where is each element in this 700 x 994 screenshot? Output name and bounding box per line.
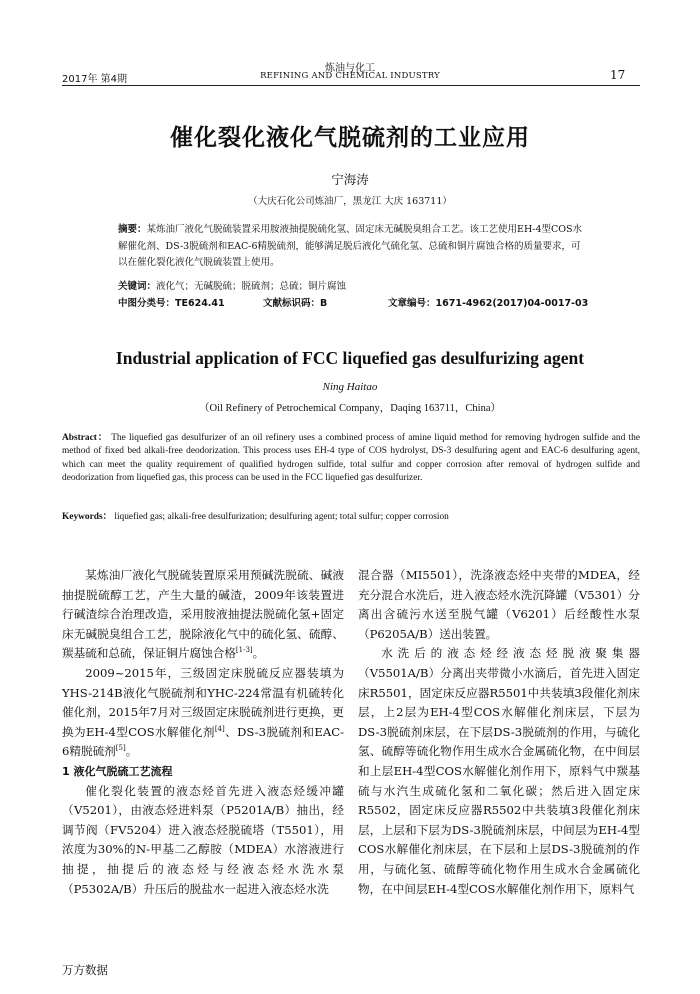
keywords-en-label: Keywords： [62,512,112,522]
body-column-right [358,566,640,899]
abstract-en-text: The liquefied gas desulfurizer of an oil refinery uses a combined process of amine liquid method for removing hydrogen sulfide and the method of fixed bed alkali-free deodorization. This process uses EH-4 type of COS hydrolyst, DS-3 desulfuring agent and EAC-6 desulfuring agent, which can meet the quality requirement of qualified hydrogen sulfide, total sulfur and copper corrosion after removal of hydrogen sulfide and deodorization from liquefied gas, this process can be used in the FCC liquefied gas desulfurizer. [62,433,640,483]
keywords-en-text: liquefied gas; alkali-free desulfurization; desulfuring agent; total sulfur; copper corrosion [114,512,449,522]
author-en: Ning Haitao [322,381,378,393]
keywords-cn [118,279,588,296]
keywords-cn-text: 液化气；无碱脱硫；脱硫剂；总硫；铜片腐蚀 [156,281,347,292]
body-paragraph: 某炼油厂液化气脱硫装置原采用预碱洗脱硫、碱液抽提脱硫醇工艺，产生大量的碱渣，2009年该装置进行碱渣综合治理改造，采用胺液抽提法脱硫化氢+固定床无碱脱臭组合工艺，脱除液化气中的硫化氢、硫醇、羰基硫和总硫，保证铜片腐蚀合格[1-3]。 [62,568,344,661]
clc-number: 中图分类号：TE624.41 [118,298,225,309]
header-rule [62,85,640,86]
affiliation-cn: （大庆石化公司炼油厂，黑龙江 大庆 163711） [248,196,452,207]
body-paragraph: 水洗后的液态烃经液态烃脱液聚集器（V5501A/B）分离出夹带微小水滴后，首先进入固定床R5501，固定床反应器R5501中共装填3段催化剂床层，上2层为EH-4型COS水解催化剂床层，下层为DS-3脱硫剂床层，在下层DS-3脱硫剂的作用，与硫化氢、硫醇等硫化物作用生成水合金属硫化物，在中间层和上层EH-4型COS水解催化剂作用下，原料气中羰基硫与水汽生成硫化氢和二氧化碳；然后进入固定床R5502，固定床反应器R5502中共装填3段催化剂床层，上层和下层为DS-3脱硫剂床层，中间层为EH-4型COS水解催化剂床层，在下层和上层DS-3脱硫剂的作用，与硫化氢、硫醇等硫化物作用生成水合金属硫化物，在中间层EH-4型COS水解催化剂作用下，原料气 [358,646,640,896]
footer-watermark: 万方数据 [62,963,108,977]
abstract-cn [118,222,588,272]
abstract-en [62,432,640,485]
section-heading: 1 液化气脱硫工艺流程 [62,764,173,778]
citation: [5] [115,744,126,753]
abstract-cn-label: 摘要： [118,224,147,235]
body-paragraph: 混合器（MI5501），洗涤液态烃中夹带的MDEA，经充分混合水洗后，进入液态烃水洗沉降罐（V5301）分离出含硫污水送至脱气罐（V6201）后经酸性水泵（P6205A/B）送出装置。 [358,568,640,641]
title-en: Industrial application of FCC liquefied gas desulfurizing agent [115,348,585,368]
citation: [1-3] [235,646,253,655]
abstract-cn-text: 某炼油厂液化气脱硫装置采用胺液抽提脱硫化氢、固定床无碱脱臭组合工艺。该工艺使用EH-4型COS水解催化剂、DS-3脱硫剂和EAC-6精脱硫剂，能够满足脱后液化气硫化氢、总硫和铜片腐蚀合格的质量要求，可以在催化裂化液化气脱硫装置上使用。 [118,224,583,268]
document-code: 文献标识码：B [263,298,328,309]
citation: [4] [214,724,225,733]
body-column-left [62,566,344,899]
author-cn: 宁海涛 [331,172,369,187]
title-cn: 催化裂化液化气脱硫剂的工业应用 [170,125,530,151]
article-number: 文章编号：1671-4962(2017)04-0017-03 [388,298,589,309]
page-number: 17 [610,68,626,82]
issue-label: 2017年 第4期 [62,74,127,85]
keywords-cn-label: 关键词： [118,281,157,292]
affiliation-en: （Oil Refinery of Petrochemical Company，Daqing 163711，China） [198,403,501,414]
keywords-en [62,511,640,524]
body-paragraph: 催化裂化装置的液态烃首先进入液态烃缓冲罐（V5201），由液态烃进料泵（P5201A/B）抽出，经调节阀（FV5204）进入液态烃脱硫塔（T5501），用浓度为30%的N-甲基二乙醇胺（MDEA）水溶液进行抽提，抽提后的液态烃与经液态烃水洗水泵（P5302A/B）升压后的脱盐水一起进入液态烃水洗 [62,783,344,896]
body-paragraph: 2009~2015年，三级固定床脱硫反应器装填为YHS-214B液化气脱硫剂和YHC-224常温有机硫转化催化剂，2015年7月对三级固定床脱硫剂进行更换，更换为EH-4型COS水解催化剂[4]、DS-3脱硫剂和EAC-6精脱硫剂[5]。 [62,665,344,759]
journal-name-cn: 炼油与化工 [325,63,375,74]
abstract-en-label: Abstract： [62,433,109,443]
journal-name-en: REFINING AND CHEMICAL INDUSTRY [260,71,440,81]
